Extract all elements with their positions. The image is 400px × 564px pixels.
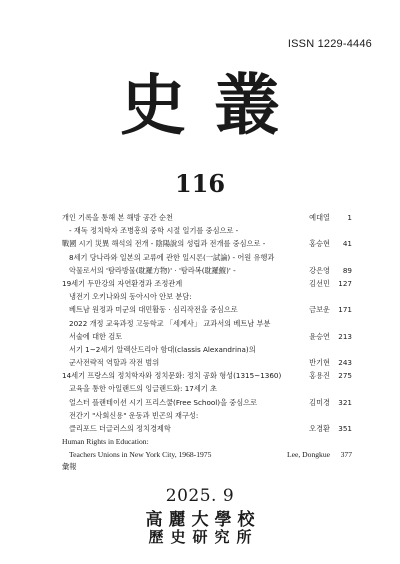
toc-page: 171	[338, 305, 352, 315]
toc-page: 377	[340, 450, 352, 460]
toc-entry	[62, 290, 352, 303]
toc-author: Lee, Dongkue	[286, 450, 330, 460]
toc-page: 89	[342, 265, 352, 275]
toc-title: 얼스터 플랜테이션 시기 프리스쿨(Free School)을 중심으로	[69, 397, 258, 407]
issue-number: 116	[174, 169, 226, 198]
toc-author: 홍승현	[309, 239, 330, 249]
publisher	[0, 512, 400, 546]
toc-entry	[62, 303, 352, 316]
toc-entry	[62, 422, 352, 435]
publisher-university: 高麗大學校	[145, 510, 261, 530]
toc-title: 8세기 당나라와 일본의 교류에 관한 일시론(一試論) - 어원 유행과	[69, 252, 275, 262]
toc-title: 전간기 "사회신용" 운동과 빈곤의 재구성:	[69, 410, 199, 420]
toc-page: 275	[338, 371, 352, 381]
toc-page: 41	[342, 239, 352, 249]
toc-entry	[62, 448, 352, 461]
toc-title: 군사전략적 역할과 작전 범위	[69, 358, 160, 368]
toc-title: Teachers Unions in New York City, 1968-1975	[69, 450, 212, 460]
toc-entry	[62, 211, 352, 224]
toc-entry	[62, 277, 352, 290]
toc-title: 교육을 통한 아일랜드의 잉글랜드화: 17세기 초	[69, 384, 217, 394]
toc-title: 악물로서의 '탐라방물(耽羅方物)' · '탐라복(耽羅鰒)' -	[69, 265, 236, 275]
toc-title: 14세기 프랑스의 정치학자와 정치문화: 정치 공화 형성(1315~1360)	[62, 371, 282, 381]
toc-page: 213	[338, 331, 352, 341]
toc-entry	[62, 330, 352, 343]
table-of-contents	[62, 211, 352, 462]
toc-author: 김미경	[309, 397, 330, 407]
toc-author: 강은영	[309, 265, 330, 275]
publisher-institute: 歷史研究所	[148, 527, 259, 546]
toc-entry	[62, 317, 352, 330]
toc-entry	[62, 356, 352, 369]
toc-page: 351	[338, 424, 352, 433]
toc-title: 클리포드 더글러스의 정치경제학	[69, 424, 171, 433]
toc-author: 김선민	[309, 278, 330, 288]
toc-entry	[62, 224, 352, 237]
toc-title: 베트남 원정과 미군의 대민활동 · 심리작전을 중심으로	[69, 305, 238, 315]
toc-entry	[62, 251, 352, 264]
toc-entry	[62, 369, 352, 382]
toc-page: 127	[338, 278, 352, 288]
toc-title: 냉전기 오키나와의 동아시아 안보 분담:	[69, 292, 192, 302]
toc-author: 예대열	[309, 213, 330, 222]
toc-author: 반기현	[309, 358, 330, 368]
toc-title: - 재독 정치학자 조병흥의 중학 시절 일기를 중심으로 -	[69, 226, 239, 236]
misc-section-label: 彙報	[62, 462, 77, 471]
toc-title: 서술에 대한 검토	[69, 331, 123, 341]
toc-entry	[62, 237, 352, 250]
toc-title: 2022 개정 교육과정 고등학교 「세계사」 교과서의 베트남 부분	[69, 318, 271, 328]
toc-title: 서기 1~2세기 알렉산드리아 함대(classis Alexandrina)의	[69, 344, 256, 354]
toc-title: Human Rights in Education:	[62, 437, 149, 447]
toc-author: 금보운	[309, 305, 330, 315]
toc-entry	[62, 264, 352, 277]
publication-date: 2025. 9	[165, 486, 235, 506]
toc-author: 홍용진	[309, 371, 330, 381]
toc-title: 戰國 시기 災異 해석의 전개 - 陰陽說의 성립과 전개를 중심으로 -	[62, 239, 266, 249]
toc-page: 1	[347, 213, 352, 222]
toc-entry	[62, 343, 352, 356]
toc-entry	[62, 382, 352, 395]
toc-entry	[62, 409, 352, 422]
toc-author: 윤승연	[309, 331, 330, 341]
toc-page: 243	[338, 358, 352, 368]
toc-entry	[62, 396, 352, 409]
toc-title: 개인 기록을 통해 본 해방 공간 순천	[62, 213, 173, 222]
journal-title: 史叢	[120, 66, 308, 144]
toc-title: 19세기 두만강의 자연환경과 조정관계	[62, 278, 183, 288]
issn-number: ISSN 1229-4446	[287, 38, 372, 50]
toc-page: 321	[338, 397, 352, 407]
toc-entry	[62, 435, 352, 448]
toc-author: 오경환	[309, 424, 330, 433]
